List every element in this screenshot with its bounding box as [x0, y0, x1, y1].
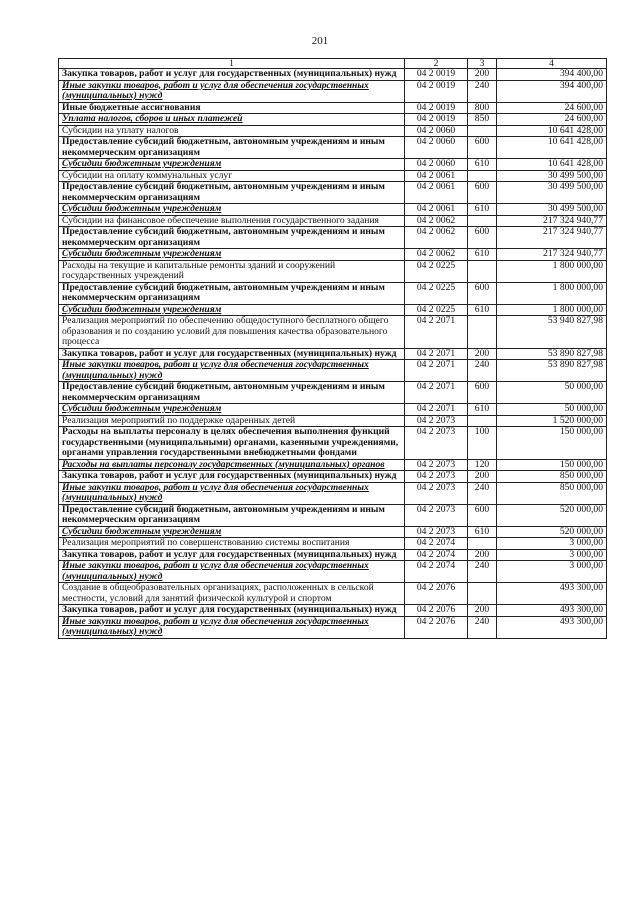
expense-type: [468, 125, 497, 137]
expense-type: 600: [468, 504, 497, 526]
expense-type: 200: [468, 69, 497, 81]
target-code: 04 2 0061: [405, 204, 468, 216]
expense-name: Иные закупки товаров, работ и услуг для обеспечения государственных (муниципальных) нужд: [59, 561, 405, 583]
expense-type: 200: [468, 471, 497, 483]
table-row: [59, 170, 607, 182]
table-row: [59, 102, 607, 114]
expense-name: Реализация мероприятий по обеспечению общедоступного бесплатного общего образования и по созданию условий для повышения качества образовательного процесса: [59, 316, 405, 349]
table-row: [59, 360, 607, 382]
amount: 493 300,00: [497, 616, 607, 638]
table-row: [59, 125, 607, 137]
expense-name: Закупка товаров, работ и услуг для государственных (муниципальных) нужд: [59, 69, 405, 81]
target-code: 04 2 0062: [405, 249, 468, 261]
amount: 3 000,00: [497, 538, 607, 550]
amount: 394 400,00: [497, 69, 607, 81]
amount: 10 641 428,00: [497, 159, 607, 171]
target-code: 04 2 0019: [405, 80, 468, 102]
amount: 520 000,00: [497, 526, 607, 538]
expense-name: Иные закупки товаров, работ и услуг для обеспечения государственных (муниципальных) нужд: [59, 80, 405, 102]
amount: 3 000,00: [497, 561, 607, 583]
amount: 24 600,00: [497, 102, 607, 114]
expense-name: Расходы на текущие и капитальные ремонты зданий и сооружений государственных учреждений: [59, 260, 405, 282]
table-row: [59, 605, 607, 617]
target-code: 04 2 2076: [405, 583, 468, 605]
expense-name: Субсидии на уплату налогов: [59, 125, 405, 137]
table-row: [59, 526, 607, 538]
target-code: 04 2 2074: [405, 538, 468, 550]
amount: 217 324 940,77: [497, 227, 607, 249]
expense-type: 120: [468, 459, 497, 471]
expense-type: 100: [468, 427, 497, 460]
expense-type: 240: [468, 80, 497, 102]
amount: 30 499 500,00: [497, 182, 607, 204]
expense-name: Иные закупки товаров, работ и услуг для обеспечения государственных (муниципальных) нужд: [59, 482, 405, 504]
target-code: 04 2 2074: [405, 549, 468, 561]
table-row: [59, 583, 607, 605]
amount: 24 600,00: [497, 114, 607, 126]
expense-type: 200: [468, 348, 497, 360]
expense-type: [468, 415, 497, 427]
expense-type: 600: [468, 382, 497, 404]
target-code: 04 2 0019: [405, 102, 468, 114]
header-col-4: 4: [497, 59, 607, 69]
target-code: 04 2 0062: [405, 215, 468, 227]
page-number: 201: [311, 35, 329, 47]
target-code: 04 2 2071: [405, 348, 468, 360]
amount: 493 300,00: [497, 605, 607, 617]
expense-type: [468, 260, 497, 282]
amount: 850 000,00: [497, 482, 607, 504]
expense-type: [468, 538, 497, 550]
table-row: [59, 404, 607, 416]
target-code: 04 2 2071: [405, 316, 468, 349]
amount: 50 000,00: [497, 404, 607, 416]
target-code: 04 2 0225: [405, 282, 468, 304]
target-code: 04 2 2076: [405, 616, 468, 638]
expense-type: 610: [468, 249, 497, 261]
expense-name: Субсидии бюджетным учреждениям: [59, 204, 405, 216]
amount: 217 324 940,77: [497, 215, 607, 227]
target-code: 04 2 2073: [405, 471, 468, 483]
expense-type: [468, 215, 497, 227]
table-row: [59, 348, 607, 360]
expense-name: Предоставление субсидий бюджетным, автономным учреждениям и иным некоммерческим организациям: [59, 182, 405, 204]
amount: 53 890 827,98: [497, 360, 607, 382]
expense-name: Предоставление субсидий бюджетным, автономным учреждениям и иным некоммерческим организациям: [59, 227, 405, 249]
table-row: [59, 549, 607, 561]
expense-type: 600: [468, 137, 497, 159]
expense-type: 240: [468, 360, 497, 382]
table-row: [59, 182, 607, 204]
expense-type: [468, 316, 497, 349]
expense-type: 240: [468, 482, 497, 504]
expense-name: Субсидии бюджетным учреждениям: [59, 304, 405, 316]
expense-name: Закупка товаров, работ и услуг для государственных (муниципальных) нужд: [59, 471, 405, 483]
expense-type: 610: [468, 404, 497, 416]
header-col-1: 1: [59, 59, 405, 69]
expense-type: 600: [468, 227, 497, 249]
table-row: [59, 316, 607, 349]
expense-type: [468, 170, 497, 182]
table-row: [59, 304, 607, 316]
amount: 1 800 000,00: [497, 260, 607, 282]
amount: 150 000,00: [497, 427, 607, 460]
expense-name: Предоставление субсидий бюджетным, автономным учреждениям и иным некоммерческим организациям: [59, 504, 405, 526]
table-row: [59, 459, 607, 471]
expense-type: 600: [468, 282, 497, 304]
expense-name: Предоставление субсидий бюджетным, автономным учреждениям и иным некоммерческим организациям: [59, 137, 405, 159]
amount: 53 890 827,98: [497, 348, 607, 360]
expense-name: Иные бюджетные ассигнования: [59, 102, 405, 114]
table-row: [59, 204, 607, 216]
target-code: 04 2 2076: [405, 605, 468, 617]
expense-type: 610: [468, 304, 497, 316]
amount: 217 324 940,77: [497, 249, 607, 261]
amount: 53 940 827,98: [497, 316, 607, 349]
table-header-row: [59, 59, 607, 69]
table-row: [59, 249, 607, 261]
table-row: [59, 427, 607, 460]
expense-name: Субсидии бюджетным учреждениям: [59, 404, 405, 416]
expense-type: 610: [468, 204, 497, 216]
expense-type: 600: [468, 182, 497, 204]
amount: 150 000,00: [497, 459, 607, 471]
table-body: [59, 69, 607, 639]
expense-name: Субсидии на оплату коммунальных услуг: [59, 170, 405, 182]
target-code: 04 2 2073: [405, 504, 468, 526]
expense-name: Иные закупки товаров, работ и услуг для обеспечения государственных (муниципальных) нужд: [59, 616, 405, 638]
amount: 10 641 428,00: [497, 137, 607, 159]
amount: 1 520 000,00: [497, 415, 607, 427]
amount: 3 000,00: [497, 549, 607, 561]
target-code: 04 2 2073: [405, 415, 468, 427]
table-row: [59, 382, 607, 404]
target-code: 04 2 2073: [405, 526, 468, 538]
amount: 1 800 000,00: [497, 282, 607, 304]
table-row: [59, 482, 607, 504]
target-code: 04 2 2073: [405, 459, 468, 471]
expense-name: Создание в общеобразовательных организациях, расположенных в сельской местности, условий для занятий физической культурой и спортом: [59, 583, 405, 605]
target-code: 04 2 2071: [405, 360, 468, 382]
expense-name: Закупка товаров, работ и услуг для государственных (муниципальных) нужд: [59, 348, 405, 360]
expense-name: Закупка товаров, работ и услуг для государственных (муниципальных) нужд: [59, 549, 405, 561]
expense-name: Расходы на выплаты персоналу в целях обеспечения выполнения функций государственными (муниципальными) органами, казенными учреждениями, органами управления государственными внебюджетными фондами: [59, 427, 405, 460]
expense-type: 200: [468, 605, 497, 617]
expense-name: Субсидии на финансовое обеспечение выполнения государственного задания: [59, 215, 405, 227]
expense-type: 850: [468, 114, 497, 126]
expense-name: Реализация мероприятий по поддержке одаренных детей: [59, 415, 405, 427]
table-row: [59, 137, 607, 159]
target-code: 04 2 0060: [405, 159, 468, 171]
target-code: 04 2 0019: [405, 114, 468, 126]
expense-name: Иные закупки товаров, работ и услуг для обеспечения государственных (муниципальных) нужд: [59, 360, 405, 382]
table-row: [59, 504, 607, 526]
header-col-2: 2: [405, 59, 468, 69]
amount: 30 499 500,00: [497, 204, 607, 216]
expense-name: Расходы на выплаты персоналу государственных (муниципальных) органов: [59, 459, 405, 471]
target-code: 04 2 0061: [405, 182, 468, 204]
table-row: [59, 114, 607, 126]
target-code: 04 2 0062: [405, 227, 468, 249]
table-row: [59, 561, 607, 583]
target-code: 04 2 2071: [405, 404, 468, 416]
target-code: 04 2 0225: [405, 304, 468, 316]
target-code: 04 2 0061: [405, 170, 468, 182]
target-code: 04 2 2073: [405, 427, 468, 460]
target-code: 04 2 0019: [405, 69, 468, 81]
amount: 50 000,00: [497, 382, 607, 404]
target-code: 04 2 0225: [405, 260, 468, 282]
expense-name: Закупка товаров, работ и услуг для государственных (муниципальных) нужд: [59, 605, 405, 617]
table-row: [59, 159, 607, 171]
table-row: [59, 69, 607, 81]
expense-type: 240: [468, 616, 497, 638]
table-row: [59, 80, 607, 102]
expense-type: 610: [468, 526, 497, 538]
table-row: [59, 227, 607, 249]
expense-name: Предоставление субсидий бюджетным, автономным учреждениям и иным некоммерческим организациям: [59, 382, 405, 404]
target-code: 04 2 0060: [405, 125, 468, 137]
expense-name: Субсидии бюджетным учреждениям: [59, 526, 405, 538]
header-col-3: 3: [468, 59, 497, 69]
expense-type: 200: [468, 549, 497, 561]
table-row: [59, 260, 607, 282]
amount: 850 000,00: [497, 471, 607, 483]
budget-table: [58, 58, 607, 639]
amount: 493 300,00: [497, 583, 607, 605]
table-row: [59, 282, 607, 304]
target-code: 04 2 2073: [405, 482, 468, 504]
expense-name: Субсидии бюджетным учреждениям: [59, 159, 405, 171]
expense-type: 610: [468, 159, 497, 171]
amount: 520 000,00: [497, 504, 607, 526]
expense-name: Субсидии бюджетным учреждениям: [59, 249, 405, 261]
table-row: [59, 538, 607, 550]
amount: 394 400,00: [497, 80, 607, 102]
expense-name: Уплата налогов, сборов и иных платежей: [59, 114, 405, 126]
table-row: [59, 616, 607, 638]
amount: 30 499 500,00: [497, 170, 607, 182]
expense-name: Реализация мероприятий по совершенствованию системы воспитания: [59, 538, 405, 550]
target-code: 04 2 0060: [405, 137, 468, 159]
amount: 1 800 000,00: [497, 304, 607, 316]
table-row: [59, 415, 607, 427]
expense-type: 240: [468, 561, 497, 583]
table-row: [59, 471, 607, 483]
target-code: 04 2 2074: [405, 561, 468, 583]
table-row: [59, 215, 607, 227]
target-code: 04 2 2071: [405, 382, 468, 404]
expense-type: [468, 583, 497, 605]
amount: 10 641 428,00: [497, 125, 607, 137]
expense-type: 800: [468, 102, 497, 114]
expense-name: Предоставление субсидий бюджетным, автономным учреждениям и иным некоммерческим организациям: [59, 282, 405, 304]
